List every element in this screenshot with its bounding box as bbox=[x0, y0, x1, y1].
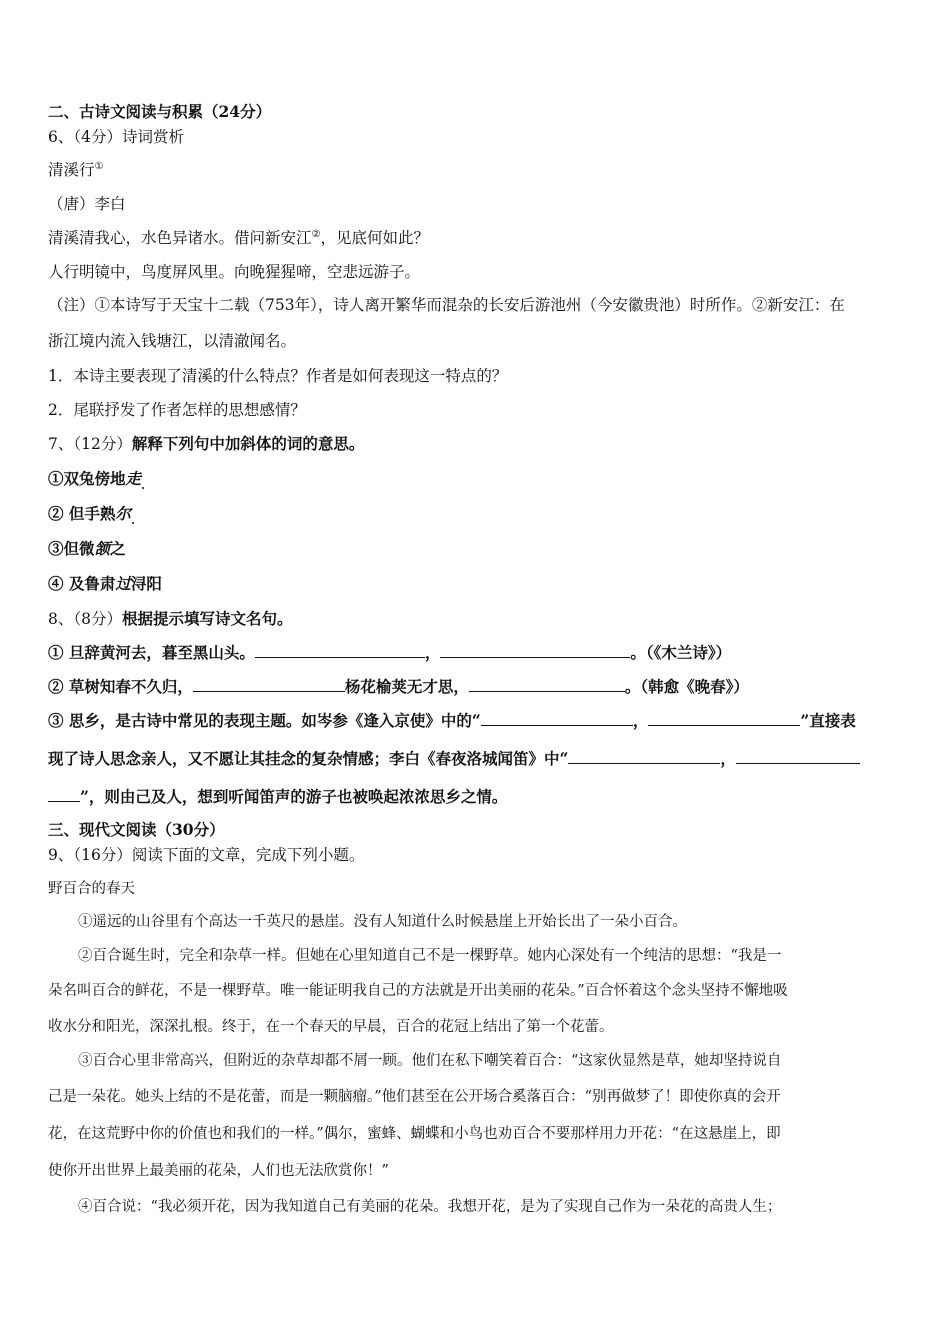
sub-question-1: 1．本诗主要表现了清溪的什么特点？作者是如何表现这一特点的？ bbox=[48, 367, 508, 385]
q8-item-3-cont: 现了诗人思念亲人，又不愿让其挂念的复杂情感；李白《春夜洛城闻笛》中“ ， bbox=[48, 749, 860, 769]
q8-item-3: ③ 思乡，是古诗中常见的表现主题。如岑参《逢入京使》中的“ ， ”直接表 bbox=[48, 711, 856, 730]
answer-blank[interactable] bbox=[568, 749, 720, 764]
article-paragraph: 己是一朵花。她头上结的不是花蕾，而是一颗脑瘤。”他们甚至在公开场合奚落百合：“别再做梦了！即使你真的会开 bbox=[48, 1089, 781, 1105]
q7-item: ② 但手熟尔 bbox=[48, 504, 131, 523]
article-title: 野百合的春天 bbox=[48, 881, 135, 897]
answer-blank[interactable] bbox=[736, 749, 860, 764]
poem-line: 人行明镜中，鸟度屏风里。向晚猩猩啼，空悲远游子。 bbox=[48, 263, 421, 281]
q8-item-2: ② 草树知春不久归， 杨花榆荚无才思， 。（韩愈《晚春》） bbox=[48, 677, 749, 696]
poem-note: 浙江境内流入钱塘江，以清澈闻名。 bbox=[48, 332, 297, 350]
q8-item-3-cont: ”，则由己及人，想到听闻笛声的游子也被唤起浓浓思乡之情。 bbox=[48, 787, 507, 807]
q7-item: ①双兔傍地走 bbox=[48, 469, 142, 488]
answer-blank[interactable] bbox=[48, 787, 80, 802]
article-paragraph: 花，在这荒野中你的价值也和我们的一样。”偶尔，蜜蜂、蝴蝶和小鸟也劝百合不要那样用力开花：“在这悬崖上，即 bbox=[48, 1126, 781, 1142]
question-8-header: 8、（8分）根据提示填写诗文名句。 bbox=[48, 609, 293, 628]
italic-word: 尔 bbox=[115, 504, 131, 523]
q8-item-1: ① 旦辞黄河去，暮至黑山头。 ， 。（《木兰诗》） bbox=[48, 643, 732, 662]
answer-blank[interactable] bbox=[481, 711, 633, 726]
article-paragraph: 收水分和阳光，深深扎根。终于，在一个春天的早晨，百合的花冠上结出了第一个花蕾。 bbox=[48, 1019, 614, 1035]
article-paragraph: ②百合诞生时，完全和杂草一样。但她在心里知道自己不是一棵野草。她内心深处有一个纯洁的思想：“我是一 bbox=[78, 948, 782, 964]
q7-item: ③但微颔之 bbox=[48, 539, 126, 558]
italic-word: 过 bbox=[115, 574, 131, 593]
poem-line: 清溪清我心，水色异诸水。借问新安江②，见底何如此？ bbox=[48, 228, 429, 247]
sub-question-2: 2．尾联抒发了作者怎样的思想感情？ bbox=[48, 401, 306, 419]
answer-blank[interactable] bbox=[440, 643, 630, 658]
question-6-header: 6、（4分）诗词赏析 bbox=[48, 128, 184, 146]
article-paragraph: 朵名叫百合的鲜花，不是一棵野草。唯一能证明我自己的方法就是开出美丽的花朵。”百合怀着这个念头坚持不懈地吸 bbox=[48, 983, 788, 999]
article-paragraph: ①遥远的山谷里有个高达一千英尺的悬崖。没有人知道什么时候悬崖上开始长出了一朵小百合。 bbox=[78, 914, 687, 930]
section-heading: 三、现代文阅读（30分） bbox=[48, 820, 225, 839]
question-9-header: 9、（16分）阅读下面的文章，完成下列小题。 bbox=[48, 846, 365, 864]
section-heading: 二、古诗文阅读与积累（24分） bbox=[48, 102, 272, 121]
article-paragraph: ④百合说：“我必须开花，因为我知道自己有美丽的花朵。我想开花，是为了实现自己作为一朵花的高贵人生； bbox=[78, 1199, 782, 1215]
article-paragraph: ③百合心里非常高兴，但附近的杂草却都不屑一顾。他们在私下嘲笑着百合：“这家伙显然是草，她却坚持说自 bbox=[78, 1053, 782, 1069]
italic-word: 走 bbox=[125, 469, 142, 488]
answer-blank[interactable] bbox=[193, 677, 345, 692]
poem-author: （唐）李白 bbox=[48, 195, 126, 213]
question-7-header: 7、（12分）解释下列句中加斜体的词的意思。 bbox=[48, 434, 365, 453]
article-paragraph: 使你开出世界上最美丽的花朵，人们也无法欣赏你！” bbox=[48, 1163, 389, 1179]
answer-blank[interactable] bbox=[648, 711, 800, 726]
answer-blank[interactable] bbox=[255, 643, 425, 658]
q7-item: ④ 及鲁肃过浔阳 bbox=[48, 574, 162, 593]
poem-note: （注）①本诗写于天宝十二载（753年），诗人离开繁华而混杂的长安后游池州（今安徽贵池）时所作。②新安江：在 bbox=[48, 296, 845, 314]
italic-word: 颔 bbox=[94, 539, 111, 558]
poem-title: 清溪行① bbox=[48, 160, 104, 179]
answer-blank[interactable] bbox=[469, 677, 625, 692]
